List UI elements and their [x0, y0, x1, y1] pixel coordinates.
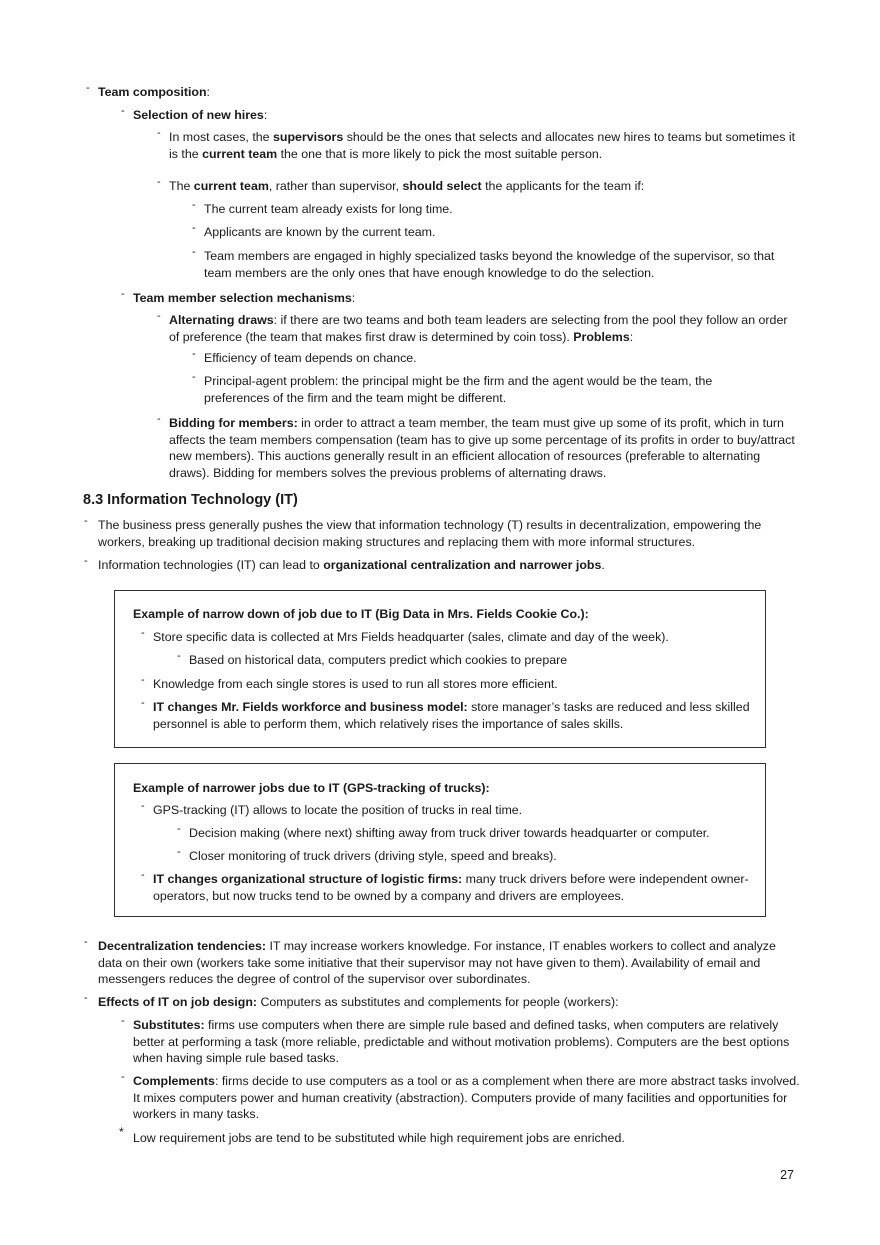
dash-bullet: - — [86, 82, 90, 94]
dash-bullet: - — [192, 222, 196, 234]
list-item: - Knowledge from each single stores is used to run all stores more efficient. — [141, 674, 558, 691]
list-item: - Based on historical data, computers predict which cookies to prepare — [177, 650, 568, 667]
list-item: - Applicants are known by the current team. — [192, 222, 436, 239]
list-item: - Effects of IT on job design: Computers as substitutes and complements for people (workers): — [84, 992, 619, 1009]
list-item: - IT changes organizational structure of logistic firms: many truck drivers before were independent owner-operators, but now trucks tend to be owned by a company and drivers are employees. — [141, 869, 749, 903]
dash-bullet: - — [121, 1015, 125, 1027]
list-item: - Information technologies (IT) can lead to organizational centralization and narrower jobs. — [84, 555, 605, 572]
list-item: - In most cases, the supervisors should be the ones that selects and allocates new hires to teams but sometimes it is the current team the one that is more likely to pick the most suitable person. — [157, 127, 796, 161]
team-composition-heading: - Team composition: — [86, 82, 210, 99]
list-item: - Closer monitoring of truck drivers (driving style, speed and breaks). — [177, 846, 557, 863]
dash-bullet: - — [192, 246, 196, 258]
list-item: - The business press generally pushes the view that information technology (T) results in decentralization, empowering the workers, breaking up traditional decision making structures and replacing them with more informal structures. — [84, 515, 762, 549]
selection-mechanisms-heading: - Team member selection mechanisms: — [121, 288, 356, 305]
dash-bullet: - — [141, 674, 145, 686]
dash-bullet: - — [177, 823, 181, 835]
page-number: 27 — [780, 1168, 794, 1182]
dash-bullet: - — [157, 176, 161, 188]
box-title: Example of narrower jobs due to IT (GPS-tracking of trucks): — [133, 781, 490, 795]
dash-bullet: - — [141, 627, 145, 639]
dash-bullet: - — [121, 288, 125, 300]
list-item: - Decision making (where next) shifting away from truck driver towards headquarter or computer. — [177, 823, 710, 840]
dash-bullet: - — [84, 992, 88, 1004]
dash-bullet: - — [192, 199, 196, 211]
dash-bullet: - — [157, 413, 161, 425]
dash-bullet: - — [121, 1071, 125, 1083]
list-item: - Alternating draws: if there are two teams and both team leaders are selecting from the pool they follow an order of preference (the team that makes first draw is determined by coin toss). Problems: — [157, 310, 788, 344]
dash-bullet: - — [84, 555, 88, 567]
selection-new-hires-heading: - Selection of new hires: — [121, 105, 268, 122]
list-item: - The current team already exists for long time. — [192, 199, 453, 216]
asterisk-mark: * — [119, 1125, 124, 1139]
dash-bullet: - — [84, 936, 88, 948]
list-item: - Substitutes: firms use computers when there are simple rule based and defined tasks, when computers are relatively better at performing a task (more reliable, predictable and without motivation problems). Computers are the best options when having simple rule based tasks. — [121, 1015, 790, 1065]
dash-bullet: - — [141, 697, 145, 709]
dash-bullet: - — [121, 105, 125, 117]
box-title: Example of narrow down of job due to IT (Big Data in Mrs. Fields Cookie Co.): — [133, 607, 589, 621]
list-item: - Team members are engaged in highly specialized tasks beyond the knowledge of the supervisor, so that team members are the only ones that have enough knowledge to do the selection. — [192, 246, 775, 280]
list-item: - Complements: firms decide to use computers as a tool or as a complement when there are more abstract tasks involved. It mixes computers power and human creativity (abstraction). Computers provide of many facilities and opportunities for workers in many tasks. — [121, 1071, 800, 1121]
dash-bullet: - — [192, 348, 196, 360]
dash-bullet: - — [141, 800, 145, 812]
dash-bullet: - — [141, 869, 145, 881]
dash-bullet: - — [177, 650, 181, 662]
dash-bullet: - — [192, 371, 196, 383]
list-item: - Store specific data is collected at Mrs Fields headquarter (sales, climate and day of the week). — [141, 627, 669, 644]
list-item: - Decentralization tendencies: IT may increase workers knowledge. For instance, IT enables workers to collect and analyze data on their own (workers take some initiative that their supervisor may not have given to them). Availability of email and messengers reduces the degree of control of the supervisor over subordinates. — [84, 936, 776, 986]
list-item: - GPS-tracking (IT) allows to locate the position of trucks in real time. — [141, 800, 523, 817]
dash-bullet: - — [84, 515, 88, 527]
dash-bullet: - — [157, 310, 161, 322]
dash-bullet: - — [157, 127, 161, 139]
list-item: - The current team, rather than supervisor, should select the applicants for the team if: — [157, 176, 645, 193]
list-item: - IT changes Mr. Fields workforce and business model: store manager’s tasks are reduced and less skilled personnel is able to perform them, which relatively rises the importance of sales skills. — [141, 697, 750, 731]
list-item: - Efficiency of team depends on chance. — [192, 348, 417, 365]
section-title: 8.3 Information Technology (IT) — [83, 492, 298, 508]
list-item: - Bidding for members: in order to attract a team member, the team must give up some of its profit, which in turn affects the team members compensation (team has to give up some percentage of its profits in order to buy/attract new members). This auctions generally result in an efficient allocation of resources (preferable to alternating draws). Bidding for members solves the previous problems of alternating draws. — [157, 413, 795, 480]
note: * Low requirement jobs are tend to be substituted while high requirement jobs are enriched. — [119, 1125, 625, 1145]
dash-bullet: - — [177, 846, 181, 858]
list-item: - Principal-agent problem: the principal might be the firm and the agent would be the team, the preferences of the firm and the team might be different. — [192, 371, 713, 405]
